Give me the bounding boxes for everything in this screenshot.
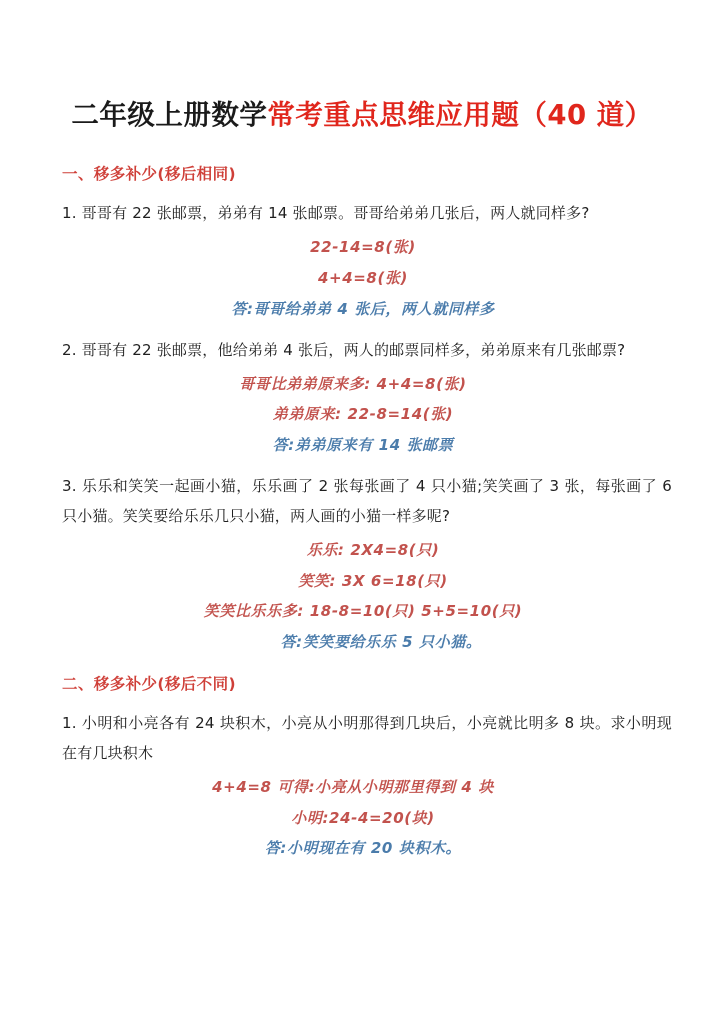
section-1-header: 一、移多补少(移后相同): [62, 165, 236, 184]
solution-line: 4+4=8(张): [318, 269, 408, 288]
section-2-header: 二、移多补少(移后不同): [62, 674, 236, 693]
solution-line: 乐乐: 2X4=8(只): [306, 540, 440, 559]
problem-statement: 3. 乐乐和笑笑一起画小猫，乐乐画了 2 张每张画了 4 只小猫;笑笑画了 3 张，每张画了 6 只小猫。笑笑要给乐乐几只小猫，两人画的小猫一样多呢?: [62, 476, 672, 525]
solution-line: 小明:24-4=20(块): [291, 808, 435, 827]
page-title-black-part: 二年级上册数学: [71, 99, 268, 131]
worksheet-body: [0, 162, 724, 864]
problem-1-1: [62, 198, 672, 324]
problem-statement: 1. 哥哥有 22 张邮票，弟弟有 14 张邮票。哥哥给弟弟几张后，两人就同样多?: [62, 204, 590, 223]
solution-answer-line: 答:笑笑要给乐乐 5 只小猫。: [280, 633, 482, 652]
page-title: [0, 0, 724, 132]
problem-statement: 1. 小明和小亮各有 24 块积木，小亮从小明那得到几块后，小亮就比明多 8 块。求小明现在有几块积木: [62, 713, 672, 762]
solution-block: [62, 369, 672, 461]
section-2: [62, 672, 672, 864]
problem-1-2: [62, 335, 672, 461]
solution-line: 笑笑比乐乐多: 18-8=10(只) 5+5=10(只): [203, 602, 523, 621]
solution-block: [62, 772, 672, 864]
solution-line: 4+4=8 可得:小亮从小明那里得到 4 块: [212, 777, 494, 796]
solution-line: 笑笑: 3X 6=18(只): [298, 571, 448, 590]
page-title-red-part: 常考重点思维应用题（40 道）: [267, 99, 653, 131]
solution-answer-line: 答:哥哥给弟弟 4 张后，两人就同样多: [231, 299, 495, 318]
solution-block: [62, 232, 672, 324]
problem-1-3: [62, 471, 672, 658]
solution-line: 22-14=8(张): [310, 238, 416, 257]
solution-block: [62, 535, 672, 658]
solution-answer-line: 答:小明现在有 20 块积木。: [264, 839, 462, 858]
solution-answer-line: 答:弟弟原来有 14 张邮票: [272, 436, 454, 455]
problem-2-1: [62, 708, 672, 864]
solution-line: 弟弟原来: 22-8=14(张): [272, 405, 454, 424]
problem-statement: 2. 哥哥有 22 张邮票，他给弟弟 4 张后，两人的邮票同样多，弟弟原来有几张邮票?: [62, 340, 626, 359]
solution-line: 哥哥比弟弟原来多: 4+4=8(张): [239, 374, 467, 393]
section-1: [62, 162, 672, 658]
